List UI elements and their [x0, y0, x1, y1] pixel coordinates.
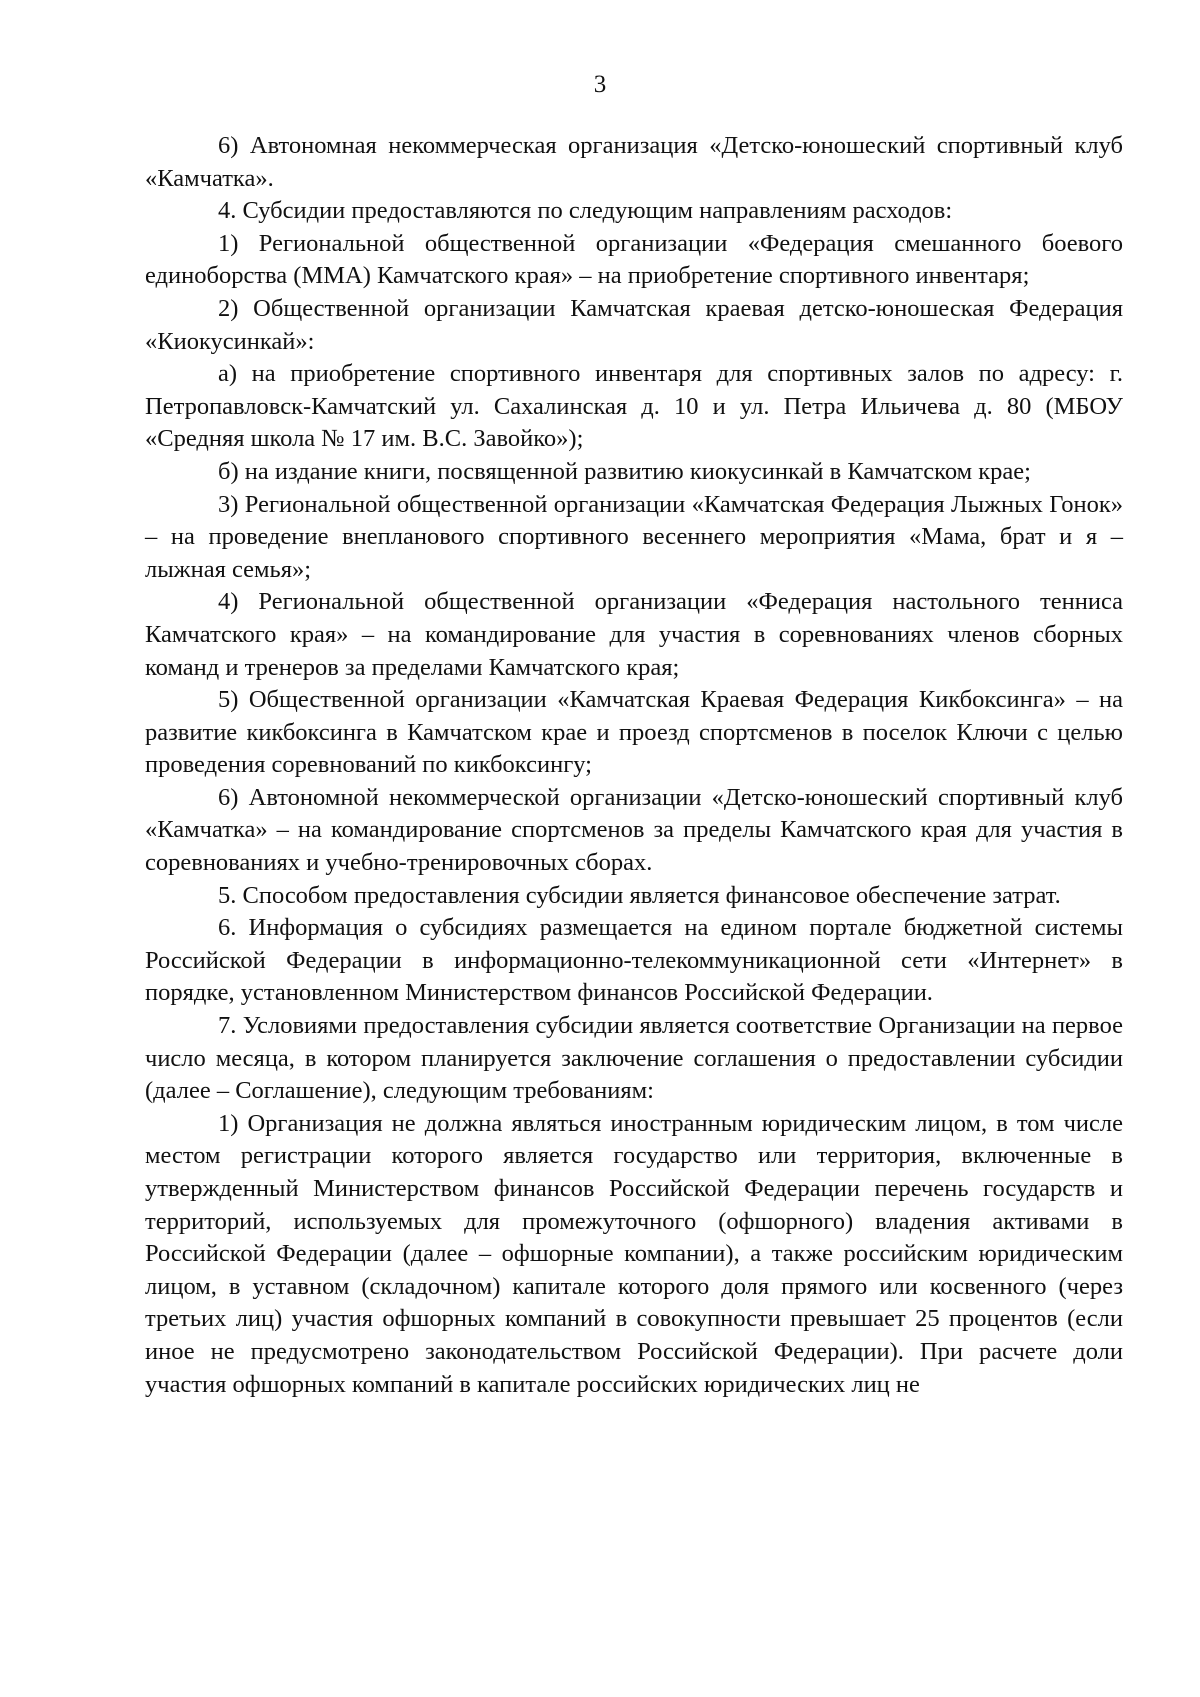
paragraph-section-5: 5. Способом предоставления субсидии является финансовое обеспечение затрат.: [218, 881, 1061, 909]
paragraph-item-6-header: 6) Автономная некоммерческая организация «Детско-юношеский спортивный клуб «Камчатка».: [145, 132, 1123, 192]
paragraph-direction-2b: б) на издание книги, посвященной развитию киокусинкай в Камчатском крае;: [218, 457, 1031, 485]
paragraph-direction-2: 2) Общественной организации Камчатская краевая детско-юношеская Федерация «Киокусинкай»:: [145, 294, 1123, 355]
paragraph-direction-6: 6) Автономной некоммерческой организации «Детско-юношеский спортивный клуб «Камчатка» – на командирование спортсменов за пределы Камчатского края для участия в соревнованиях и учебно-тренировочных сборах.: [145, 783, 1123, 877]
paragraph-direction-3: 3) Региональной общественной организации «Камчатская Федерация Лыжных Гонок» – на проведение внепланового спортивного весеннего мероприятия «Мама, брат и я – лыжная семья»;: [145, 490, 1123, 583]
paragraph-requirement-1: 1) Организация не должна являться иностранным юридическим лицом, в том числе местом регистрации которого является государство или территория, включенные в утвержденный Министерством финансов Российской Федерации перечень государств и территорий, используемых для промежуточного (офшорного) владения активами в Российской Федерации (далее – офшорные компании), а также российским юридическим лицом, в уставном (складочном) капитале которого доля прямого или косвенного (через третьих лиц) участия офшорных компаний в совокупности превышает 25 процентов (если иное не предусмотрено законодательством Российской Федерации). При расчете доли участия офшорных компаний в капитале российских юридических лиц не: [145, 1109, 1123, 1398]
document-body: [145, 130, 1123, 1401]
page-number: 3: [593, 71, 607, 98]
paragraph-section-6: 6. Информация о субсидиях размещается на едином портале бюджетной системы Российской Федерации в информационно-телекоммуникационной сети «Интернет» в порядке, установленном Министерством финансов Российской Федерации.: [145, 914, 1123, 1007]
paragraph-direction-5: 5) Общественной организации «Камчатская Краевая Федерация Кикбоксинга» – на развитие кикбоксинга в Камчатском крае и проезд спортсменов в поселок Ключи с целью проведения соревнований по кикбоксингу;: [145, 686, 1123, 779]
paragraph-direction-4: 4) Региональной общественной организации «Федерация настольного тенниса Камчатского края» – на командирование для участия в соревнованиях членов сборных команд и тренеров за пределами Камчатского края;: [145, 588, 1123, 681]
paragraph-direction-2a: а) на приобретение спортивного инвентаря для спортивных залов по адресу: г. Петропавловск-Камчатский ул. Сахалинская д. 10 и ул. Петра Ильичева д. 80 (МБОУ «Средняя школа № 17 им. В.С. Завойко»);: [145, 360, 1123, 453]
paragraph-section-7: 7. Условиями предоставления субсидии является соответствие Организации на первое число месяца, в котором планируется заключение соглашения о предоставлении субсидии (далее – Соглашение), следующим требованиям:: [145, 1012, 1123, 1105]
paragraph-direction-1: 1) Региональной общественной организации «Федерация смешанного боевого единоборства (ММА) Камчатского края» – на приобретение спортивного инвентаря;: [145, 229, 1123, 290]
paragraph-section-4: 4. Субсидии предоставляются по следующим направлениям расходов:: [218, 197, 953, 225]
